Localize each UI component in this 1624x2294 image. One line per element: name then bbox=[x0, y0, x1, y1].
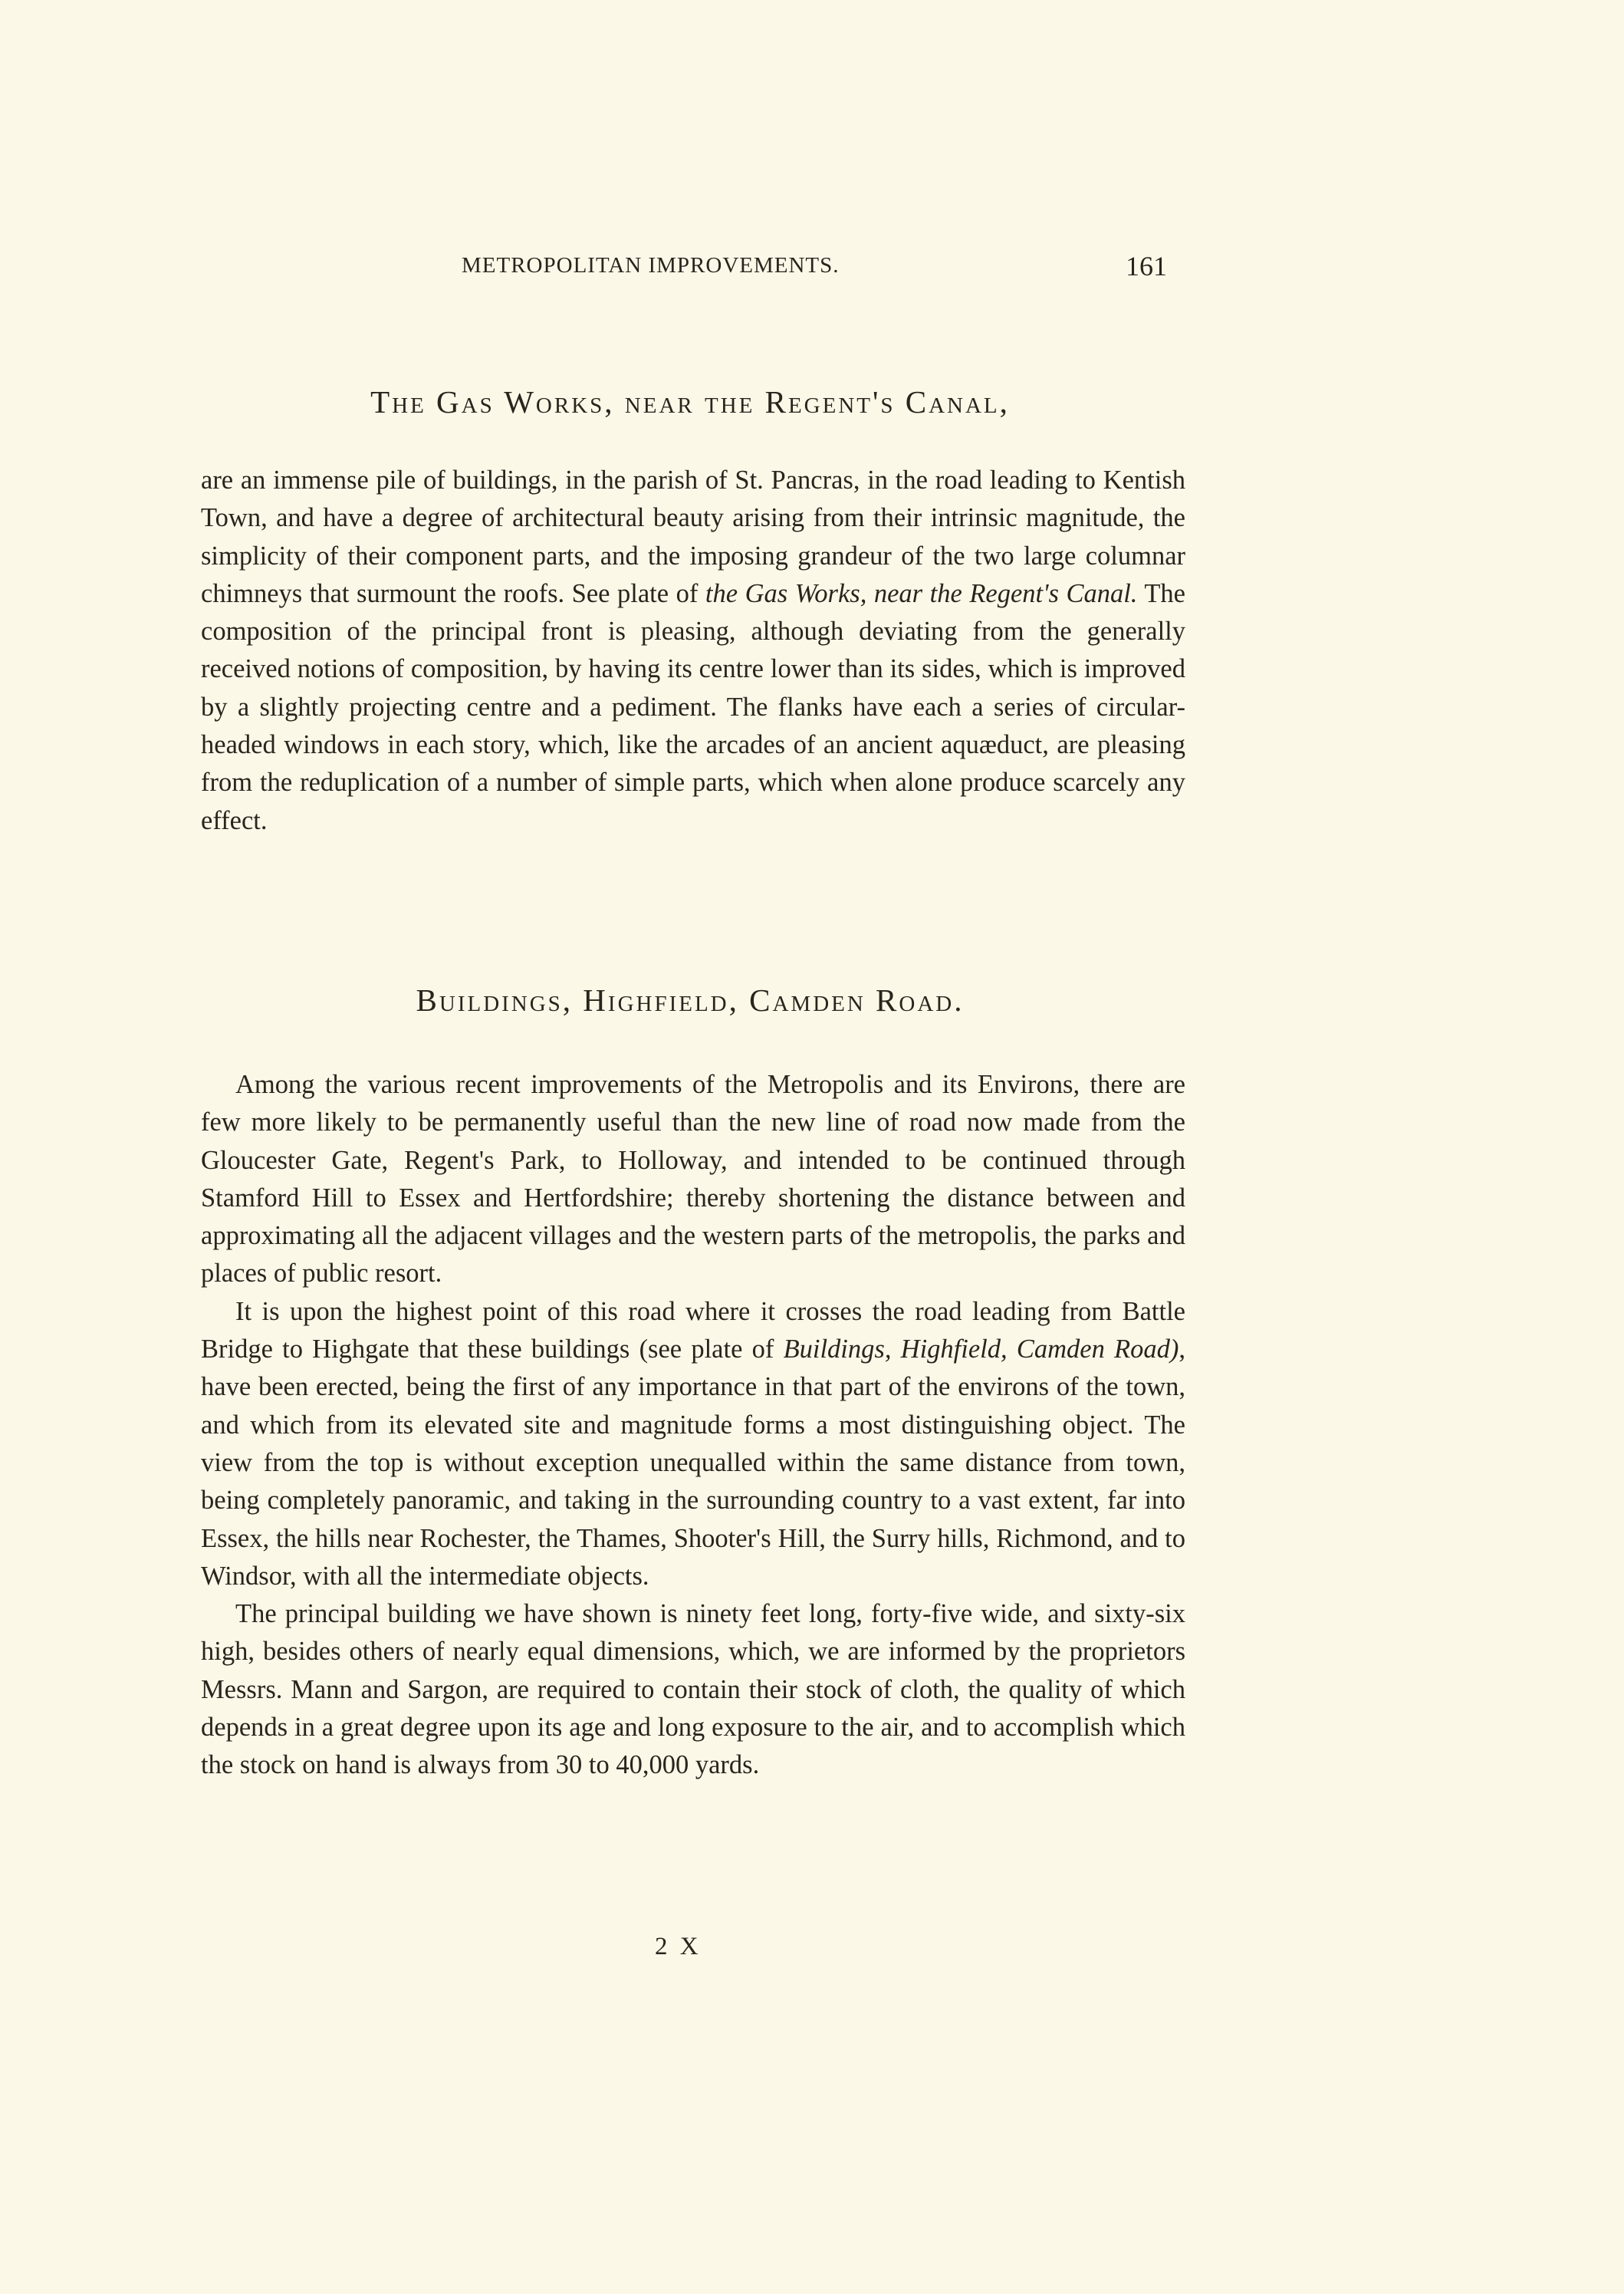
gas-works-text-1: are an immense pile of buildings, in the parish of St. Pancras, in the road leading to Kentish Town, and have a degree of architectural beauty arising from their intrinsic magnitude, the simplicity of their component parts, and the imposing grandeur of the two large columnar chimneys that surmount the roofs. See plate of bbox=[201, 466, 1185, 608]
running-head bbox=[462, 253, 1167, 291]
section-heading-gas-works: The Gas Works, near the Regent's Canal, bbox=[370, 384, 1010, 420]
page-number: 161 bbox=[1126, 251, 1167, 281]
section-heading-highfield: Buildings, Highfield, Camden Road. bbox=[416, 982, 965, 1018]
highfield-plate-reference: Buildings, Highfield, Camden Road) bbox=[783, 1335, 1179, 1364]
gas-works-text bbox=[201, 462, 1185, 840]
highfield-paragraph-1: Among the various recent improvements of the Metropolis and its Environs, there are few more likely to be permanently useful than the new line of road now made from the Gloucester Gate, Regent's Park, to Holloway, and intended to be continued through Stamford Hill to Essex and Hertfordshire; thereby shortening the distance between and approximating all the adjacent villages and the western parts of the metropolis, the parks and places of public resort. bbox=[201, 1070, 1185, 1289]
highfield-paragraph-3: The principal building we have shown is ninety feet long, forty-five wide, and sixty-six high, besides others of nearly equal dimensions, which, we are informed by the proprietors Messrs. Mann and Sargon, are required to contain their stock of cloth, the quality of which depends in a great degree upon its age and long exposure to the air, and to accomplish which the stock on hand is always from 30 to 40,000 yards. bbox=[201, 1599, 1185, 1780]
gas-works-paragraph bbox=[201, 462, 1185, 840]
signature-mark: 2 X bbox=[655, 1933, 702, 1960]
gas-works-plate-reference: the Gas Works, near the Regent's Canal. bbox=[705, 578, 1138, 608]
highfield-text-2a: It is upon the highest point of this road where it crosses the road leading from Battle Bridge to Highgate that these buildings (see plate of bbox=[201, 1296, 1185, 1364]
gas-works-text-2: The composition of the principal front is pleasing, although deviating from the generally received notions of composition, by having its centre lower than its sides, which is improved by a slightly projecting centre and a pediment. The flanks have each a series of circular-headed windows in each story, which, like the arcades of an ancient aquæduct, are pleasing from the reduplication of a number of simple parts, which when alone produce scarcely any effect. bbox=[201, 578, 1185, 835]
highfield-paragraph-2 bbox=[201, 1293, 1185, 1595]
highfield-text-2b: , have been erected, being the first of any importance in that part of the environs of the town, and which from its elevated site and magnitude forms a most distinguishing object. The view from the top is without exception unequalled within the same distance from town, being completely panoramic, and taking in the surrounding country to a vast extent, far into Essex, the hills near Rochester, the Thames, Shooter's Hill, the Surry hills, Richmond, and to Windsor, with all the intermediate objects. bbox=[201, 1335, 1185, 1591]
running-title: METROPOLITAN IMPROVEMENTS. bbox=[462, 253, 840, 278]
highfield-text bbox=[201, 1066, 1185, 1785]
